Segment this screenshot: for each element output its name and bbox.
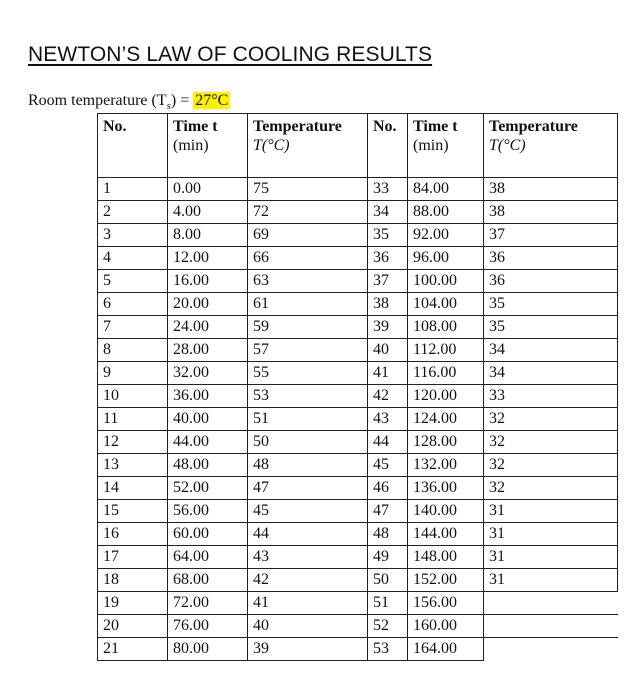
left-temp-cell: 59 bbox=[248, 316, 368, 339]
right-temp-cell: 32 bbox=[484, 408, 618, 431]
table-row bbox=[98, 339, 618, 362]
table-row bbox=[98, 408, 618, 431]
right-no-cell: 46 bbox=[368, 477, 408, 500]
right-time-cell: 124.00 bbox=[408, 408, 484, 431]
left-no-cell: 11 bbox=[98, 408, 168, 431]
left-time-cell: 40.00 bbox=[168, 408, 248, 431]
left-temp-cell: 43 bbox=[248, 546, 368, 569]
left-time-cell: 60.00 bbox=[168, 523, 248, 546]
header-time-unit-2: (min) bbox=[413, 137, 449, 154]
table-row bbox=[98, 224, 618, 247]
left-temp-cell: 55 bbox=[248, 362, 368, 385]
left-time-cell: 8.00 bbox=[168, 224, 248, 247]
table-row bbox=[98, 201, 618, 224]
right-time-cell: 144.00 bbox=[408, 523, 484, 546]
header-time-unit: (min) bbox=[173, 137, 209, 154]
right-time-cell: 156.00 bbox=[408, 592, 484, 615]
left-temp-cell: 69 bbox=[248, 224, 368, 247]
table-row bbox=[98, 362, 618, 385]
right-time-cell: 120.00 bbox=[408, 385, 484, 408]
left-temp-cell: 61 bbox=[248, 293, 368, 316]
right-temp-cell: 35 bbox=[484, 293, 618, 316]
left-no-cell: 1 bbox=[98, 178, 168, 201]
right-no-cell: 36 bbox=[368, 247, 408, 270]
left-time-cell: 52.00 bbox=[168, 477, 248, 500]
table-row bbox=[98, 638, 618, 661]
left-no-cell: 7 bbox=[98, 316, 168, 339]
right-time-cell: 84.00 bbox=[408, 178, 484, 201]
left-time-cell: 4.00 bbox=[168, 201, 248, 224]
table-row bbox=[98, 178, 618, 201]
table-row bbox=[98, 546, 618, 569]
right-no-cell: 44 bbox=[368, 431, 408, 454]
left-time-cell: 64.00 bbox=[168, 546, 248, 569]
left-no-cell: 2 bbox=[98, 201, 168, 224]
header-time-2: Time t (min) bbox=[408, 114, 484, 178]
table-row bbox=[98, 293, 618, 316]
right-temp-cell: 31 bbox=[484, 523, 618, 546]
right-no-cell: 41 bbox=[368, 362, 408, 385]
left-time-cell: 72.00 bbox=[168, 592, 248, 615]
right-time-cell: 116.00 bbox=[408, 362, 484, 385]
left-no-cell: 8 bbox=[98, 339, 168, 362]
results-table-header bbox=[98, 114, 618, 178]
right-temp-cell: 38 bbox=[484, 178, 618, 201]
right-no-cell: 45 bbox=[368, 454, 408, 477]
left-no-cell: 6 bbox=[98, 293, 168, 316]
page-title: NEWTON’S LAW OF COOLING RESULTS bbox=[28, 43, 433, 66]
table-row bbox=[98, 569, 618, 592]
header-time: Time t (min) bbox=[168, 114, 248, 178]
left-no-cell: 21 bbox=[98, 638, 168, 661]
left-time-cell: 44.00 bbox=[168, 431, 248, 454]
right-temp-cell bbox=[484, 638, 618, 661]
left-time-cell: 48.00 bbox=[168, 454, 248, 477]
right-time-cell: 164.00 bbox=[408, 638, 484, 661]
right-temp-cell: 34 bbox=[484, 339, 618, 362]
right-no-cell: 51 bbox=[368, 592, 408, 615]
table-row bbox=[98, 500, 618, 523]
right-time-cell: 92.00 bbox=[408, 224, 484, 247]
left-time-cell: 28.00 bbox=[168, 339, 248, 362]
table-row bbox=[98, 431, 618, 454]
left-no-cell: 15 bbox=[98, 500, 168, 523]
room-temperature-label: Room temperature (T bbox=[28, 92, 167, 109]
right-temp-cell: 36 bbox=[484, 247, 618, 270]
right-time-cell: 160.00 bbox=[408, 615, 484, 638]
right-temp-cell: 34 bbox=[484, 362, 618, 385]
right-temp-cell: 35 bbox=[484, 316, 618, 339]
right-no-cell: 39 bbox=[368, 316, 408, 339]
right-temp-cell: 38 bbox=[484, 201, 618, 224]
right-time-cell: 128.00 bbox=[408, 431, 484, 454]
header-no: No. bbox=[98, 114, 168, 178]
left-temp-cell: 51 bbox=[248, 408, 368, 431]
room-temperature-subscript: s bbox=[166, 100, 171, 113]
left-no-cell: 10 bbox=[98, 385, 168, 408]
results-table-body bbox=[98, 178, 618, 661]
left-time-cell: 80.00 bbox=[168, 638, 248, 661]
table-row bbox=[98, 385, 618, 408]
right-no-cell: 53 bbox=[368, 638, 408, 661]
left-temp-cell: 53 bbox=[248, 385, 368, 408]
left-temp-cell: 40 bbox=[248, 615, 368, 638]
left-no-cell: 14 bbox=[98, 477, 168, 500]
left-time-cell: 0.00 bbox=[168, 178, 248, 201]
left-no-cell: 3 bbox=[98, 224, 168, 247]
right-time-cell: 152.00 bbox=[408, 569, 484, 592]
table-row bbox=[98, 523, 618, 546]
left-time-cell: 16.00 bbox=[168, 270, 248, 293]
right-temp-cell: 32 bbox=[484, 477, 618, 500]
header-temperature-2: Temperature T(°C) bbox=[484, 114, 618, 178]
header-no-2: No. bbox=[368, 114, 408, 178]
left-time-cell: 12.00 bbox=[168, 247, 248, 270]
left-temp-cell: 63 bbox=[248, 270, 368, 293]
left-no-cell: 17 bbox=[98, 546, 168, 569]
right-time-cell: 136.00 bbox=[408, 477, 484, 500]
right-time-cell: 112.00 bbox=[408, 339, 484, 362]
right-time-cell: 132.00 bbox=[408, 454, 484, 477]
left-temp-cell: 45 bbox=[248, 500, 368, 523]
left-no-cell: 9 bbox=[98, 362, 168, 385]
right-no-cell: 38 bbox=[368, 293, 408, 316]
left-time-cell: 36.00 bbox=[168, 385, 248, 408]
right-temp-cell: 31 bbox=[484, 569, 618, 592]
right-temp-cell: 31 bbox=[484, 546, 618, 569]
left-no-cell: 20 bbox=[98, 615, 168, 638]
left-temp-cell: 50 bbox=[248, 431, 368, 454]
room-temperature-equals: ) = bbox=[170, 92, 194, 109]
right-time-cell: 100.00 bbox=[408, 270, 484, 293]
right-no-cell: 42 bbox=[368, 385, 408, 408]
table-row bbox=[98, 247, 618, 270]
right-temp-cell: 37 bbox=[484, 224, 618, 247]
right-temp-cell: 33 bbox=[484, 385, 618, 408]
left-temp-cell: 72 bbox=[248, 201, 368, 224]
right-no-cell: 37 bbox=[368, 270, 408, 293]
results-table bbox=[97, 113, 618, 661]
right-temp-cell: 32 bbox=[484, 454, 618, 477]
right-temp-cell: 36 bbox=[484, 270, 618, 293]
right-temp-cell: 31 bbox=[484, 500, 618, 523]
left-no-cell: 12 bbox=[98, 431, 168, 454]
right-no-cell: 34 bbox=[368, 201, 408, 224]
left-temp-cell: 39 bbox=[248, 638, 368, 661]
left-time-cell: 32.00 bbox=[168, 362, 248, 385]
right-temp-cell bbox=[484, 615, 618, 638]
table-row bbox=[98, 270, 618, 293]
header-temperature-unit-2: T(°C) bbox=[489, 137, 526, 154]
room-temperature-value: 27°C bbox=[195, 92, 229, 109]
left-time-cell: 20.00 bbox=[168, 293, 248, 316]
left-temp-cell: 66 bbox=[248, 247, 368, 270]
table-row bbox=[98, 477, 618, 500]
left-temp-cell: 41 bbox=[248, 592, 368, 615]
right-no-cell: 52 bbox=[368, 615, 408, 638]
left-temp-cell: 75 bbox=[248, 178, 368, 201]
left-temp-cell: 42 bbox=[248, 569, 368, 592]
right-no-cell: 35 bbox=[368, 224, 408, 247]
table-row bbox=[98, 615, 618, 638]
right-time-cell: 108.00 bbox=[408, 316, 484, 339]
table-row bbox=[98, 454, 618, 477]
right-no-cell: 49 bbox=[368, 546, 408, 569]
left-temp-cell: 47 bbox=[248, 477, 368, 500]
right-no-cell: 40 bbox=[368, 339, 408, 362]
right-no-cell: 48 bbox=[368, 523, 408, 546]
right-time-cell: 88.00 bbox=[408, 201, 484, 224]
left-temp-cell: 44 bbox=[248, 523, 368, 546]
left-time-cell: 68.00 bbox=[168, 569, 248, 592]
left-temp-cell: 57 bbox=[248, 339, 368, 362]
right-time-cell: 104.00 bbox=[408, 293, 484, 316]
left-no-cell: 4 bbox=[98, 247, 168, 270]
header-temperature: Temperature T(°C) bbox=[248, 114, 368, 178]
table-row bbox=[98, 592, 618, 615]
right-temp-cell: 32 bbox=[484, 431, 618, 454]
right-time-cell: 148.00 bbox=[408, 546, 484, 569]
left-temp-cell: 48 bbox=[248, 454, 368, 477]
right-time-cell: 96.00 bbox=[408, 247, 484, 270]
table-row bbox=[98, 316, 618, 339]
left-no-cell: 16 bbox=[98, 523, 168, 546]
left-no-cell: 18 bbox=[98, 569, 168, 592]
right-no-cell: 43 bbox=[368, 408, 408, 431]
room-temperature-line bbox=[28, 92, 230, 112]
left-no-cell: 19 bbox=[98, 592, 168, 615]
left-no-cell: 5 bbox=[98, 270, 168, 293]
left-time-cell: 24.00 bbox=[168, 316, 248, 339]
right-no-cell: 47 bbox=[368, 500, 408, 523]
right-no-cell: 50 bbox=[368, 569, 408, 592]
right-temp-cell bbox=[484, 592, 618, 615]
right-time-cell: 140.00 bbox=[408, 500, 484, 523]
header-temperature-unit: T(°C) bbox=[253, 137, 290, 154]
left-time-cell: 76.00 bbox=[168, 615, 248, 638]
right-no-cell: 33 bbox=[368, 178, 408, 201]
left-time-cell: 56.00 bbox=[168, 500, 248, 523]
left-no-cell: 13 bbox=[98, 454, 168, 477]
